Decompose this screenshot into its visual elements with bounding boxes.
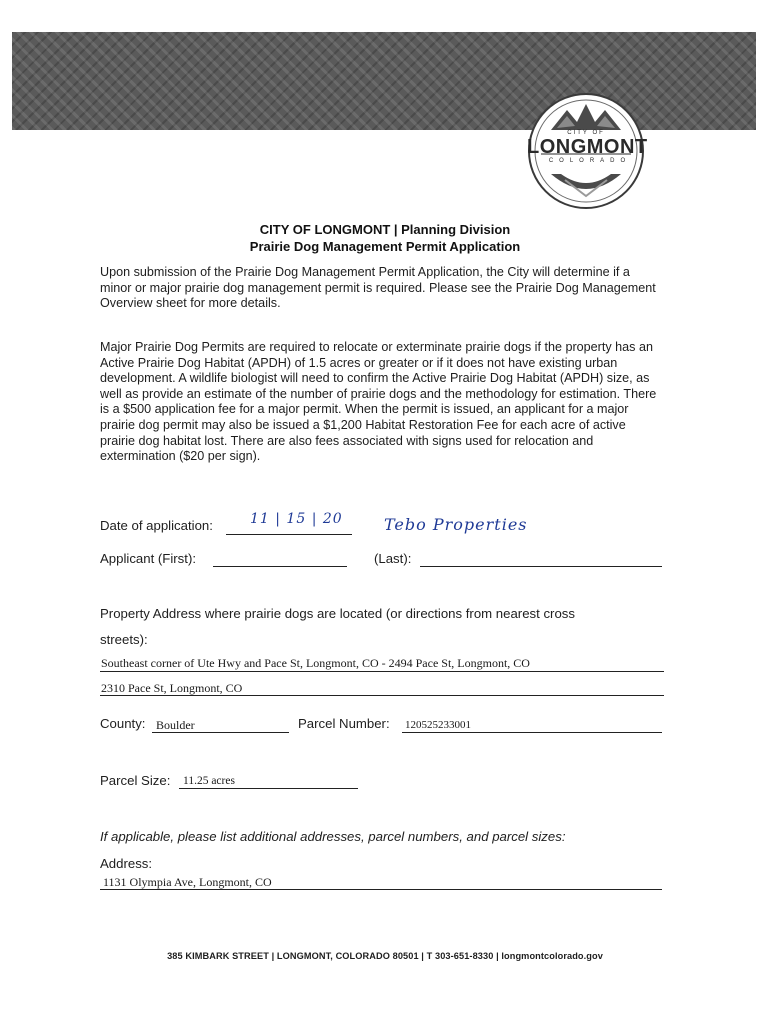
parcel-size-label: Parcel Size:	[100, 773, 171, 788]
additional-parcels-label: If applicable, please list additional addresses, parcel numbers, and parcel sizes:	[100, 829, 566, 844]
property-address-label-cont: streets):	[100, 632, 148, 647]
page-subtitle: Prairie Dog Management Permit Application	[249, 239, 521, 254]
additional-address-value: 1131 Olympia Ave, Longmont, CO	[103, 875, 272, 889]
longmont-logo	[527, 92, 648, 210]
major-permit-paragraph: Major Prairie Dog Permits are required to relocate or exterminate prairie dogs if the property has an Active Prairie Dog Habitat (APDH) of 1.5 acres or greater or if it does not have existing urban development. A wildlife biologist will need to confirm the Active Prairie Dog Habitat (APDH) size, as well as provide an estimate of the number of prairie dogs and the methodology for estimation. There is a $500 application fee for a major permit. When the permit is issued, an applicant for a major prairie dog permit may also be issued a $1,200 Habitat Restoration Fee for each acre of active prairie dog habitat lost. There are also fees associated with signs used for relocation and extermination ($20 per sign).	[100, 340, 657, 464]
parcel-number-label: Parcel Number:	[298, 716, 390, 731]
page-title: CITY OF LONGMONT | Planning Division	[259, 222, 511, 237]
logo-state: COLORADO	[548, 158, 632, 164]
date-label: Date of application:	[100, 518, 213, 533]
date-value: 11 | 15 | 20	[250, 511, 343, 527]
applicant-last-field[interactable]	[420, 550, 662, 567]
property-address-line-2: 2310 Pace St, Longmont, CO	[101, 681, 243, 695]
parcel-size-value: 11.25 acres	[183, 775, 235, 787]
handwritten-applicant-name: Tebo Properties	[384, 515, 528, 534]
property-address-label: Property Address where prairie dogs are located (or directions from nearest cross	[100, 606, 575, 621]
additional-address-label: Address:	[100, 856, 153, 871]
logo-city-of: CITY OF	[567, 130, 605, 136]
applicant-first-label: Applicant (First):	[100, 551, 196, 566]
applicant-last-label: (Last):	[374, 551, 412, 566]
county-value: Boulder	[156, 718, 195, 732]
applicant-first-field[interactable]	[213, 550, 347, 567]
property-address-line-1: Southeast corner of Ute Hwy and Pace St, Longmont, CO - 2494 Pace St, Longmont, CO	[101, 656, 530, 670]
parcel-number-value: 120525233001	[405, 719, 471, 731]
intro-paragraph: Upon submission of the Prairie Dog Management Permit Application, the City will determine if a minor or major prairie dog management permit is required. Please see the Prairie Dog Management Overview sheet for more details.	[100, 265, 656, 311]
footer-contact: 385 KIMBARK STREET | LONGMONT, COLORADO 80501 | T 303-651-8330 | longmontcolorado.gov	[167, 951, 603, 961]
county-label: County:	[100, 716, 146, 731]
logo-name: LONGMONT	[527, 136, 648, 158]
